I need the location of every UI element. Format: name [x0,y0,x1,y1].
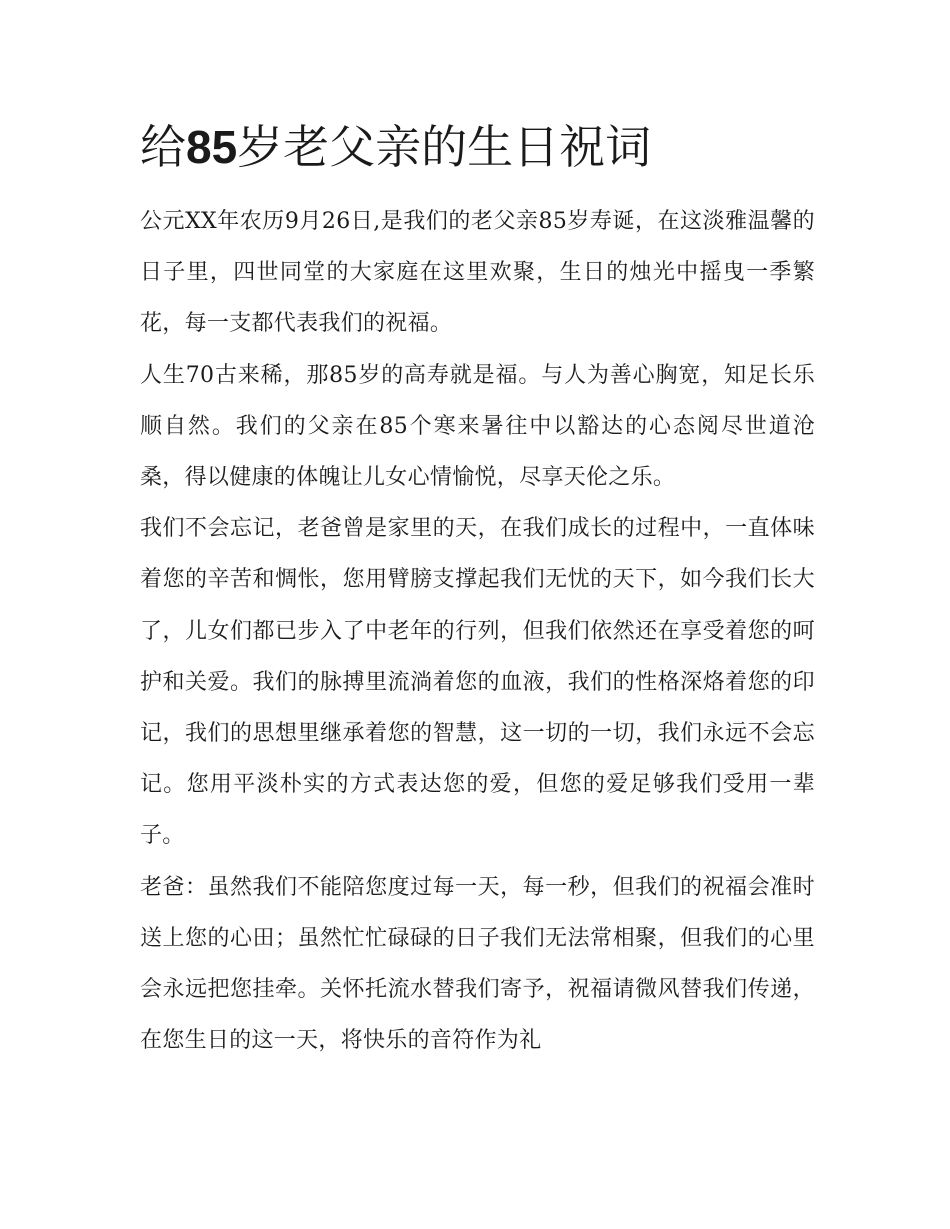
document-body [140,196,815,1066]
paragraph-3: 我们不会忘记，老爸曾是家里的天，在我们成长的过程中，一直体味着您的辛苦和惆怅，您用臂膀支撑起我们无忧的天下，如今我们长大了，儿女们都已步入了中老年的行列，但我们依然还在享受着您的呵护和关爱。我们的脉搏里流淌着您的血液，我们的性格深烙着您的印记，我们的思想里继承着您的智慧，这一切的一切，我们永远不会忘记。您用平淡朴实的方式表达您的爱，但您的爱足够我们受用一辈子。 [140,516,815,849]
title-number: 85 [186,121,238,173]
document-title [140,116,651,178]
title-suffix: 岁老父亲的生日祝词 [237,120,652,174]
title-prefix: 给 [140,120,186,174]
paragraph-4: 老爸：虽然我们不能陪您度过每一天，每一秒，但我们的祝福会准时送上您的心田；虽然忙忙碌碌的日子我们无法常相聚，但我们的心里会永远把您挂牵。关怀托流水替我们寄予，祝福请微风替我们传递，在您生日的这一天，将快乐的音符作为礼 [140,874,815,1054]
paragraph-2: 人生70古来稀，那85岁的高寿就是福。与人为善心胸宽，知足长乐顺自然。我们的父亲在85个寒来暑往中以豁达的心态阅尽世道沧桑，得以健康的体魄让儿女心情愉悦，尽享天伦之乐。 [140,362,815,491]
paragraph-1: 公元XX年农历9月26日,是我们的老父亲85岁寿诞，在这淡雅温馨的日子里，四世同堂的大家庭在这里欢聚，生日的烛光中摇曳一季繁花，每一支都代表我们的祝福。 [140,209,815,337]
